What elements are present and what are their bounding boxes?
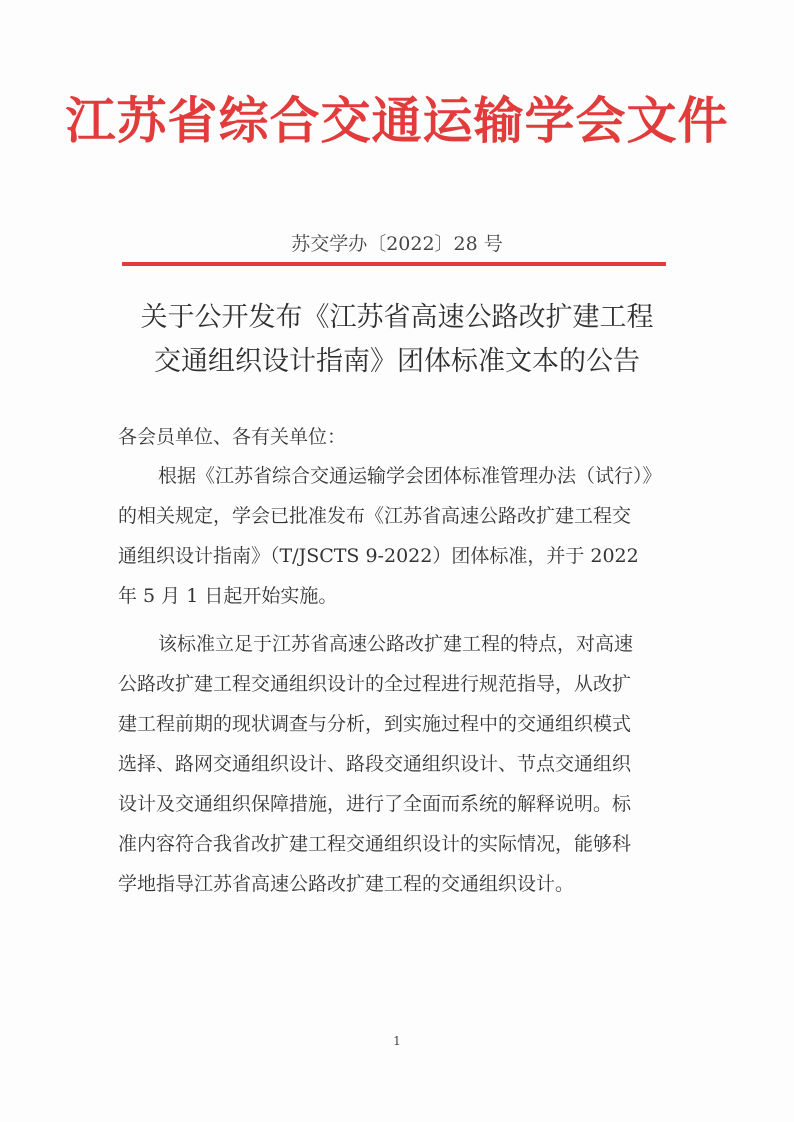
body-paragraph-1 bbox=[118, 456, 676, 616]
paragraph-line: 通组织设计指南》（T/JSCTS 9-2022）团体标准，并于 2022 bbox=[118, 545, 639, 567]
red-divider-rule bbox=[122, 262, 666, 266]
notice-title-line: 交通组织设计指南》团体标准文本的公告 bbox=[154, 346, 640, 377]
paragraph-line: 学地指导江苏省高速公路改扩建工程的交通组织设计。 bbox=[118, 873, 575, 895]
salutation: 各会员单位、各有关单位： bbox=[118, 426, 347, 448]
paragraph-line: 建工程前期的现状调查与分析，到实施过程中的交通组织模式 bbox=[118, 713, 632, 735]
notice-title bbox=[0, 296, 794, 384]
notice-title-line: 关于公开发布《江苏省高速公路改扩建工程 bbox=[140, 302, 654, 333]
paragraph-line: 选择、路网交通组织设计、路段交通组织设计、节点交通组织 bbox=[118, 753, 632, 775]
document-number: 苏交学办〔2022〕28 号 bbox=[291, 233, 503, 255]
body-paragraph-2 bbox=[118, 624, 676, 904]
paragraph-line: 该标准立足于江苏省高速公路改扩建工程的特点，对高速 bbox=[158, 633, 634, 655]
paragraph-line: 准内容符合我省改扩建工程交通组织设计的实际情况，能够科 bbox=[118, 833, 632, 855]
paragraph-line: 设计及交通组织保障措施，进行了全面而系统的解释说明。标 bbox=[118, 793, 632, 815]
organization-header-title: 江苏省综合交通运输学会文件 bbox=[65, 91, 729, 150]
paragraph-line: 年 5 月 1 日起开始实施。 bbox=[118, 585, 338, 607]
paragraph-line: 的相关规定，学会已批准发布《江苏省高速公路改扩建工程交 bbox=[118, 505, 632, 527]
paragraph-line: 公路改扩建工程交通组织设计的全过程进行规范指导，从改扩 bbox=[118, 673, 632, 695]
page-number: 1 bbox=[393, 1034, 401, 1048]
paragraph-line: 根据《江苏省综合交通运输学会团体标准管理办法（试行）》 bbox=[158, 465, 662, 487]
